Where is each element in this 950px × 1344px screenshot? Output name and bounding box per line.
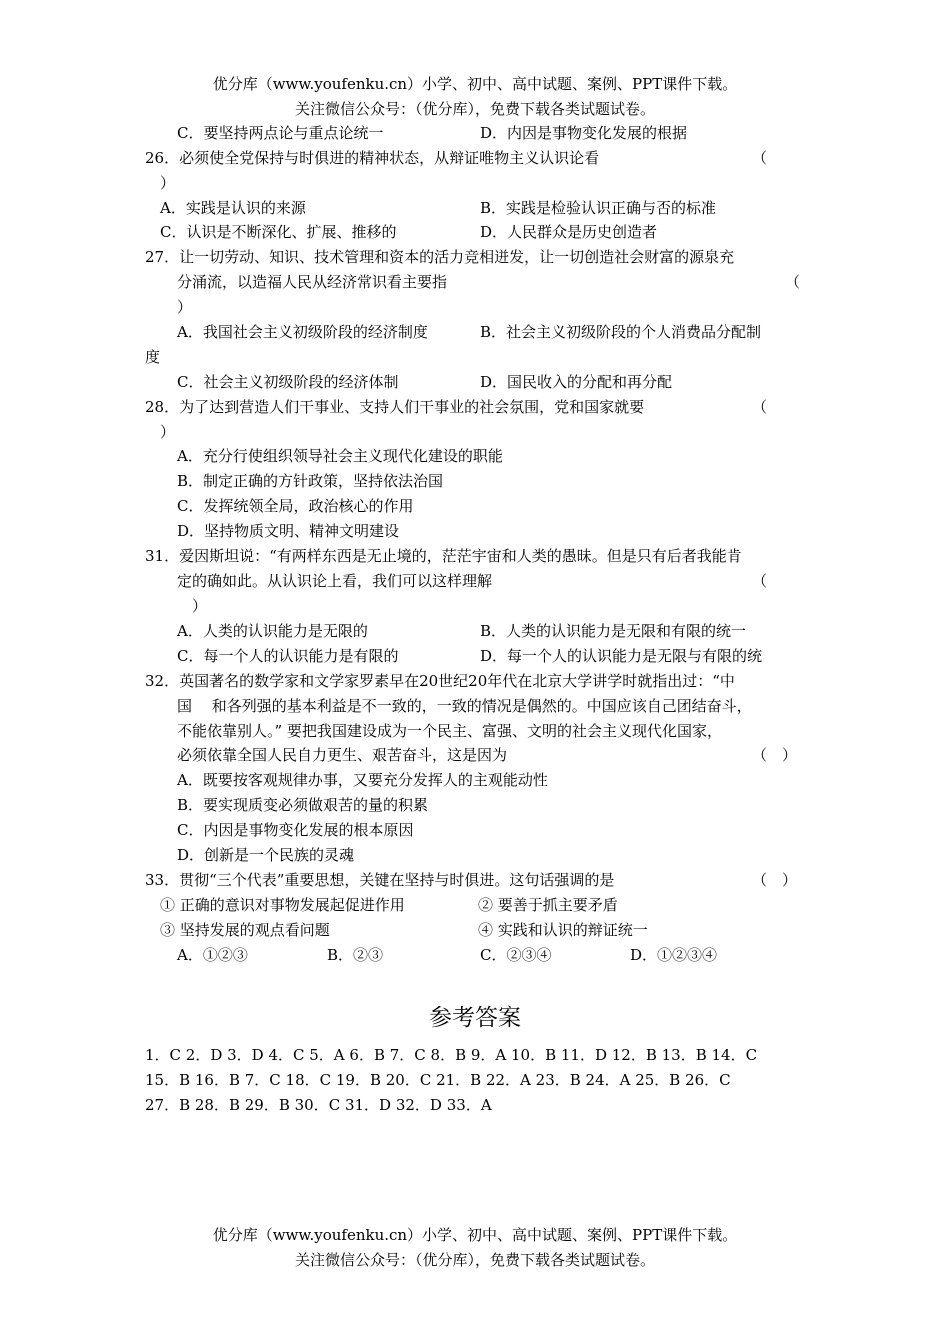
q28-stem: 28．为了达到营造人们干事业、支持人们干事业的社会氛围，党和国家就要 bbox=[145, 398, 645, 416]
q32-option-b: B．要实现质变必须做艰苦的量的积累 bbox=[177, 796, 429, 814]
q27-option-a: A．我国社会主义初级阶段的经济制度 bbox=[177, 323, 428, 341]
q26-option-d: D．人民群众是历史创造者 bbox=[480, 223, 658, 241]
page-header-line-1: 优分库（www.youfenku.cn）小学、初中、高中试题、案例、PPT课件下载。 bbox=[212, 75, 738, 93]
q31-option-b: B．人类的认识能力是无限和有限的统一 bbox=[480, 622, 747, 640]
q27-option-b-continued: 度 bbox=[145, 348, 161, 366]
q26-option-a: A．实践是认识的来源 bbox=[160, 199, 306, 217]
q28-option-a: A．充分行使组织领导社会主义现代化建设的职能 bbox=[177, 447, 503, 465]
q28-option-c: C．发挥统领全局，政治核心的作用 bbox=[177, 497, 414, 515]
q31-stem-line-1: 31．爱因斯坦说：“有两样东西是无止境的，茫茫宇宙和人类的愚昧。但是只有后者我能肯 bbox=[145, 547, 742, 565]
q33-option-c: C．②③④ bbox=[480, 946, 552, 964]
q32-answer-paren: （ ） bbox=[752, 746, 798, 764]
q32-stem-line-3: 不能依靠别人。” 要把我国建设成为一个民主、富强、文明的社会主义现代化国家， bbox=[177, 722, 722, 740]
q26-answer-paren-open: （ bbox=[752, 149, 768, 167]
q26-stem: 26．必须使全党保持与时俱进的精神状态，从辩证唯物主义认识论看 bbox=[145, 149, 600, 167]
q25-option-d: D．内因是事物变化发展的根据 bbox=[480, 124, 688, 142]
q26-option-c: C．认识是不断深化、扩展、推移的 bbox=[160, 223, 397, 241]
q32-stem-line-4: 必须依靠全国人民自力更生、艰苦奋斗，这是因为 bbox=[177, 746, 508, 764]
answers-line-2: 15．B 16．B 7．C 18．C 19．B 20．C 21．B 22．A 23．B 24．A 25．B 26．C bbox=[145, 1071, 731, 1089]
q27-stem-line-1: 27．让一切劳动、知识、技术管理和资本的活力竞相迸发，让一切创造社会财富的源泉充 bbox=[145, 248, 735, 266]
q33-option-d: D．①②③④ bbox=[630, 946, 718, 964]
q32-option-d: D．创新是一个民族的灵魂 bbox=[177, 846, 355, 864]
q33-answer-paren: （ ） bbox=[752, 871, 798, 889]
q33-item-2: ② 要善于抓主要矛盾 bbox=[478, 896, 618, 914]
q31-answer-paren-open: （ bbox=[752, 572, 768, 590]
q32-stem-line-1: 32．英国著名的数学家和文学家罗素早在20世纪20年代在北京大学讲学时就指出过：“中 bbox=[145, 672, 735, 690]
q31-option-c: C．每一个人的认识能力是有限的 bbox=[177, 647, 399, 665]
q33-option-a: A．①②③ bbox=[177, 946, 248, 964]
q32-option-c: C．内因是事物变化发展的根本原因 bbox=[177, 821, 414, 839]
q33-stem: 33．贯彻“三个代表”重要思想，关键在坚持与时俱进。这句话强调的是 bbox=[145, 871, 615, 889]
q33-item-1: ① 正确的意识对事物发展起促进作用 bbox=[160, 896, 405, 914]
q27-option-d: D．国民收入的分配和再分配 bbox=[480, 373, 673, 391]
q31-option-a: A．人类的认识能力是无限的 bbox=[177, 622, 368, 640]
q33-option-b: B．②③ bbox=[327, 946, 384, 964]
q28-option-b: B．制定正确的方针政策，坚持依法治国 bbox=[177, 472, 444, 490]
answers-line-3: 27．B 28．B 29．B 30．C 31．D 32．D 33．A bbox=[145, 1096, 492, 1114]
page-footer-line-2: 关注微信公众号：（优分库），免费下载各类试题试卷。 bbox=[294, 1251, 655, 1269]
q27-stem-line-2: 分涌流，以造福人民从经济常识看主要指 bbox=[177, 273, 448, 291]
q25-option-c: C．要坚持两点论与重点论统一 bbox=[177, 124, 384, 142]
q26-option-b: B．实践是检验认识正确与否的标准 bbox=[480, 199, 717, 217]
page-footer-line-1: 优分库（www.youfenku.cn）小学、初中、高中试题、案例、PPT课件下载。 bbox=[212, 1226, 738, 1244]
q28-answer-paren-open: （ bbox=[752, 398, 768, 416]
page-header-line-2: 关注微信公众号：（优分库），免费下载各类试题试卷。 bbox=[294, 100, 655, 118]
q27-option-c: C．社会主义初级阶段的经济体制 bbox=[177, 373, 399, 391]
q32-stem-line-2: 国 和各列强的基本利益是不一致的，一致的情况是偶然的。中国应该自己团结奋斗， bbox=[177, 697, 752, 715]
q32-option-a: A．既要按客观规律办事，又要充分发挥人的主观能动性 bbox=[177, 771, 548, 789]
q33-item-3: ③ 坚持发展的观点看问题 bbox=[160, 921, 330, 939]
q28-option-d: D．坚持物质文明、精神文明建设 bbox=[177, 522, 400, 540]
q31-stem-line-2: 定的确如此。从认识论上看，我们可以这样理解 bbox=[177, 572, 493, 590]
q26-answer-paren-close: ） bbox=[160, 174, 176, 192]
answers-line-1: 1．C 2．D 3．D 4．C 5．A 6．B 7．C 8．B 9．A 10．B 11．D 12．B 13．B 14．C bbox=[145, 1046, 758, 1064]
q27-answer-paren-open: （ bbox=[785, 273, 801, 291]
q31-option-d: D．每一个人的认识能力是无限与有限的统 bbox=[480, 647, 763, 665]
answers-title: 参考答案 bbox=[429, 1005, 521, 1031]
q31-answer-paren-close: ） bbox=[192, 597, 208, 615]
q33-item-4: ④ 实践和认识的辩证统一 bbox=[478, 921, 648, 939]
q27-option-b: B．社会主义初级阶段的个人消费品分配制 bbox=[480, 323, 762, 341]
q27-answer-paren-close: ） bbox=[177, 298, 193, 316]
q28-answer-paren-close: ） bbox=[160, 423, 176, 441]
